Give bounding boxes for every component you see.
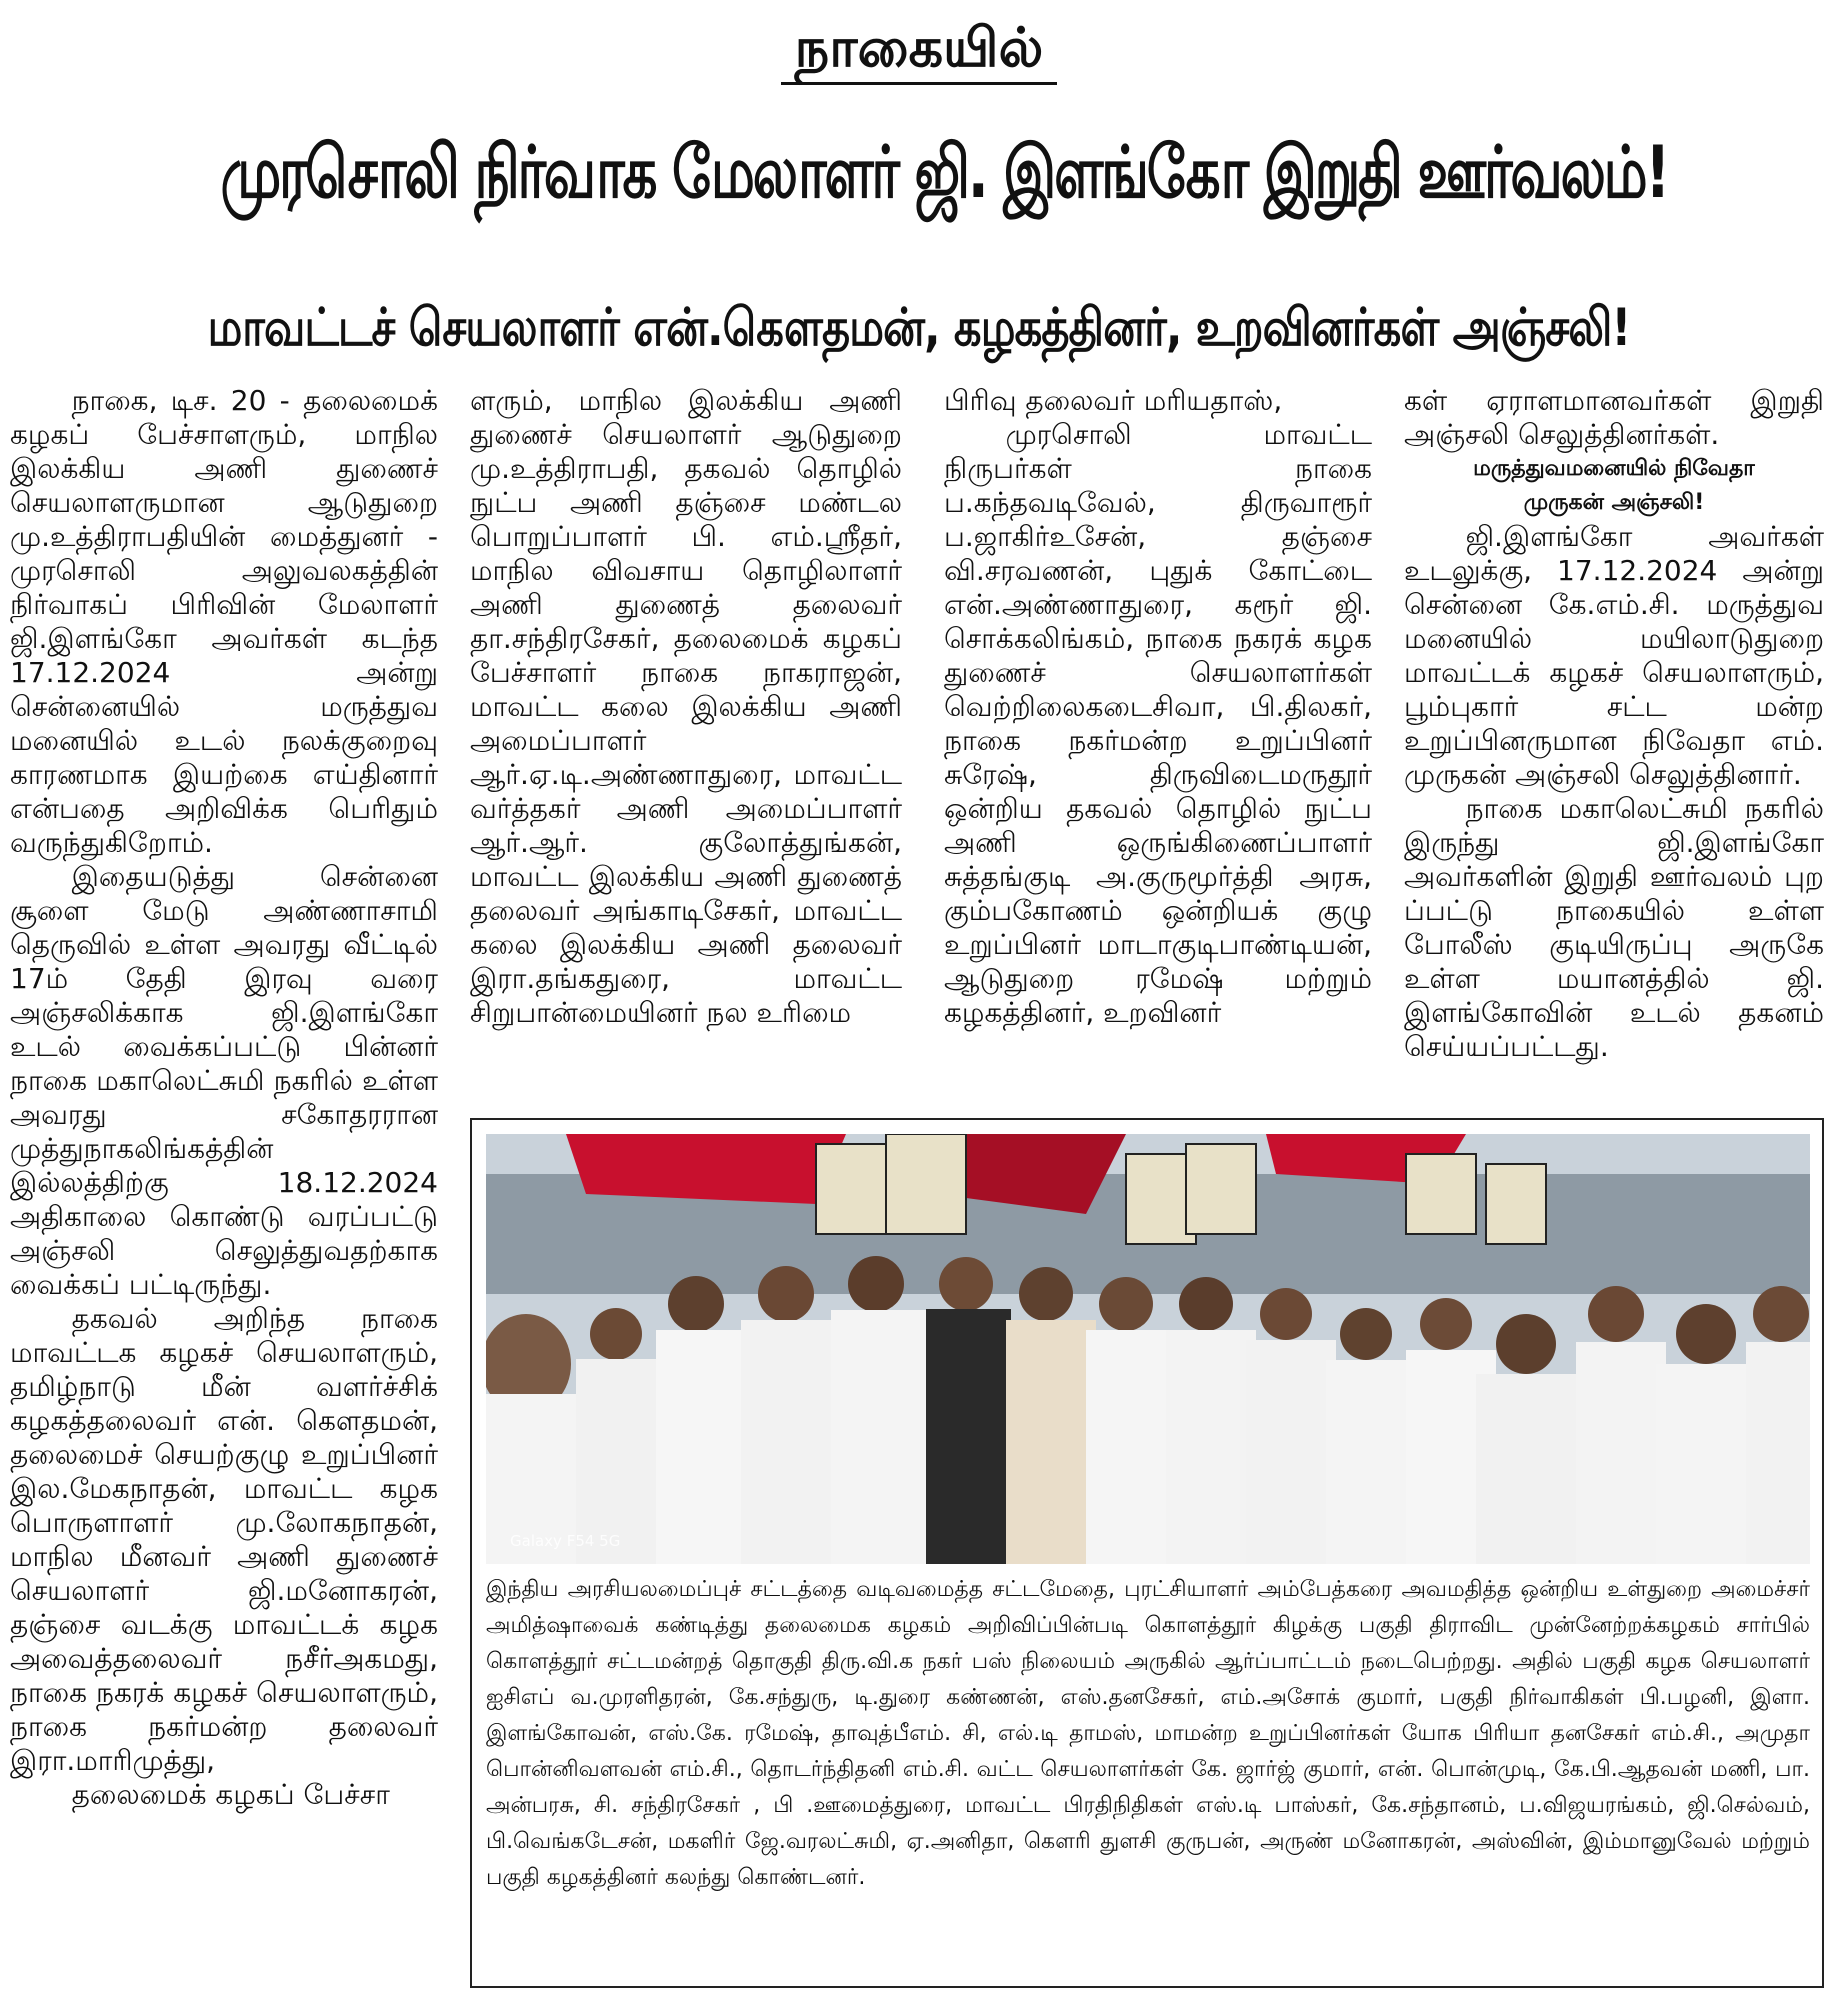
camera-watermark: Galaxy F54 5G (510, 1532, 621, 1550)
photo-portrait-placard (886, 1134, 966, 1234)
paragraph: கள் ஏராளமானவர்கள் இறுதி அஞ்சலி செலுத்தினர்கள். (1404, 384, 1824, 451)
photo-banner (566, 1134, 846, 1204)
paragraph: ளரும், மாநில இலக்கிய அணி துணைச் செயலாளர் ஆடுதுறை மு.உத்திராபதி, தகவல் தொழில் நுட்ப அணி தஞ்சை மண்டல பொறுப்பாளர் பி. எம்.ஸ்ரீதர், மாநில விவசாய தொழிலாளர் அணி துணைத் தலைவர் தா.சந்திரசேகர், தலைமைக் கழகப் பேச்சாளர் நாகை நாகராஜன், மாவட்ட கலை இலக்கிய அணி அமைப்பாளர் ஆர்.ஏ.டி.அண்ணாதுரை, மாவட்ட வர்த்தகர் அணி அமைப்பாளர் ஆர்.ஆர். குலோத்துங்கன், மாவட்ட இலக்கிய அணி துணைத் தலைவர் அங்காடிசேகர், மாவட்ட கலை இலக்கிய அணி தலைவர் இரா.தங்கதுரை, மாவட்ட சிறுபான்மையினர் நல உரிமை (470, 384, 902, 1029)
protest-photo (486, 1134, 1810, 1564)
kicker-text: நாகையில் (781, 14, 1058, 85)
column-3 (944, 384, 1372, 1030)
column-4 (1404, 384, 1824, 1064)
photo-box (470, 1118, 1824, 1988)
paragraph: நாகை மகாலெட்சுமி நகரில் இருந்து ஜி.இளங்கோ அவர்களின் இறுதி ஊர்வலம் புற ப்பட்டு நாகையில் உள்ள போலீஸ் குடியிருப்பு அருகே உள்ள மயானத்தில் ஜி. இளங்கோவின் உடல் தகனம் செய்யப்பட்டது. (1404, 792, 1824, 1063)
paragraph: ஜி.இளங்கோ அவர்கள் உடலுக்கு, 17.12.2024 அன்று சென்னை கே.எம்.சி. மருத்துவ மனையில் மயிலாடுதுறை மாவட்டக் கழகச் செயலாளரும், பூம்புகார் சட்ட மன்ற உறுப்பினருமான நிவேதா எம். முருகன் அஞ்சலி செலுத்தினார். (1404, 520, 1824, 791)
paragraph: தகவல் அறிந்த நாகை மாவட்டக கழகச் செயலாளரும், தமிழ்நாடு மீன் வளர்ச்சிக் கழகத்தலைவர் என். கௌதமன், தலைமைச் செயற்குழு உறுப்பினர் இல.மேகநாதன், மாவட்ட கழக பொருளாளர் மு.லோகநாதன், மாநில மீனவர் அணி துணைச் செயலாளர் ஜி.மனோகரன், தஞ்சை வடக்கு மாவட்டக் கழக அவைத்தலைவர் நசீர்அகமது, நாகை நகரக் கழகச் செயலாளரும், நாகை நகர்மன்ற தலைவர் இரா.மாரிமுத்து, (10, 1302, 438, 1777)
photo-crowd (486, 1256, 1810, 1564)
crosshead: மருத்துவமனையில் நிவேதா (1473, 456, 1755, 481)
protest-photo-illustration (486, 1134, 1810, 1564)
kicker (0, 14, 1838, 85)
paragraph: இதையடுத்து சென்னை சூளை மேடு அண்ணாசாமி தெருவில் உள்ள அவரது வீட்டில் 17ம் தேதி இரவு வரை அஞ்சலிக்காக ஜி.இளங்கோ உடல் வைக்கப்பட்டு பின்னர் நாகை மகாலெட்சுமி நகரில் உள்ள அவரது சகோதரரான முத்துநாகலிங்கத்தின் இல்லத்திற்கு 18.12.2024 அதிகாலை கொண்டு வரப்பட்டு அஞ்சலி செலுத்துவதற்காக வைக்கப் பட்டிருந்து. (10, 860, 438, 1301)
subhead: மாவட்டச் செயலாளர் என்.கௌதமன், கழகத்தினர், உறவினர்கள் அஞ்சலி! (207, 298, 1631, 358)
photo-portrait-placard (1406, 1154, 1476, 1234)
photo-caption: இந்திய அரசியலமைப்புச் சட்டத்தை வடிவமைத்த சட்டமேதை, புரட்சியாளர் அம்பேத்கரை அவமதித்த ஒன்றிய உள்துறை அமைச்சர் அமித்ஷாவைக் கண்டித்து தலைமைக கழகம் அறிவிப்பின்படி கொளத்தூர் கிழக்கு பகுதி திராவிட முன்னேற்றக்கழகம் சார்பில் கொளத்தூர் சட்டமன்றத் தொகுதி திரு.வி.க நகர் பஸ் நிலையம் அருகில் ஆர்ப்பாட்டம் நடைபெற்றது. அதில் பகுதி கழக செயலாளர் ஐசிஎப் வ.முரளிதரன், கே.சந்துரு, டி.துரை கண்ணன், எஸ்.தனசேகர், எம்.அசோக் குமார், பகுதி நிர்வாகிகள் பி.பழனி, இளா. இளங்கோவன், எஸ்.கே. ரமேஷ், தாவுத்பீஎம். சி, எல்.டி தாமஸ், மாமன்ற உறுப்பினர்கள் யோக பிரியா தனசேகர் எம்.சி., அமுதா பொன்னிவளவன் எம்.சி., தொடர்ந்திதனி எம்.சி. வட்ட செயலாளர்கள் கே. ஜார்ஜ் குமார், என். பொன்முடி, கே.பி.ஆதவன் மணி, பா. அன்பரசு, சி. சந்திரசேகர் , பி .ஊமைத்துரை, மாவட்ட பிரதிநிதிகள் எஸ்.டி பாஸ்கர், கே.சந்தானம், ப.விஜயரங்கம், ஜி.செல்வம், பி.வெங்கடேசன், மகளிர் ஜே.வரலட்சுமி, ஏ.அனிதா, கௌரி துளசி குருபன், அருண் மனோகரன், அஸ்வின், இம்மானுவேல் மற்றும் பகுதி கழகத்தினர் கலந்து கொண்டனர். (486, 1577, 1810, 1890)
paragraph: பிரிவு தலைவர் மரியதாஸ், (944, 384, 1283, 417)
photo-portrait-placard (816, 1144, 886, 1234)
paragraph: நாகை, டிச. 20 - தலைமைக் கழகப் பேச்சாளரும், மாநில இலக்கிய அணி துணைச் செயலாளருமான ஆடுதுறை மு.உத்திராபதியின் மைத்துனர் - முரசொலி அலுவலகத்தின் நிர்வாகப் பிரிவின் மேலாளர் ஜி.இளங்கோ அவர்கள் கடந்த 17.12.2024 அன்று சென்னையில் மருத்துவ மனையில் உடல் நலக்குறைவு காரணமாக இயற்கை எய்தினார் என்பதை அறிவிக்க பெரிதும் வருந்துகிறோம். (10, 384, 438, 859)
paragraph: தலைமைக் கழகப் பேச்சா (71, 1778, 390, 1811)
photo-portrait-placard (1486, 1164, 1546, 1244)
paragraph: முரசொலி மாவட்ட நிருபர்கள் நாகை ப.கந்தவடிவேல், திருவாரூர் ப.ஜாகிர்உசேன், தஞ்சை வி.சரவணன், புதுக் கோட்டை என்.அண்ணாதுரை, கரூர் ஜி. சொக்கலிங்கம், நாகை நகரக் கழக துணைச் செயலாளர்கள் வெற்றிலைகடைசிவா, பி.திலகர், நாகை நகர்மன்ற உறுப்பினர் சுரேஷ், திருவிடைமருதூர் ஒன்றிய தகவல் தொழில் நுட்ப அணி ஒருங்கிணைப்பாளர் சுத்தங்குடி அ.குருமூர்த்தி அரசு, கும்பகோணம் ஒன்றியக் குழு உறுப்பினர் மாடாகுடிபாண்டியன், ஆடுதுறை ரமேஷ் மற்றும் கழகத்தினர், உறவினர் (944, 418, 1372, 1029)
headline: முரசொலி நிர்வாக மேலாளர் ஜி. இளங்கோ இறுதி ஊர்வலம்! (220, 130, 1669, 214)
photo-portrait-placard (1186, 1144, 1256, 1234)
crosshead: முருகன் அஞ்சலி! (1523, 490, 1705, 515)
column-1 (10, 384, 438, 1812)
column-2 (470, 384, 902, 1030)
